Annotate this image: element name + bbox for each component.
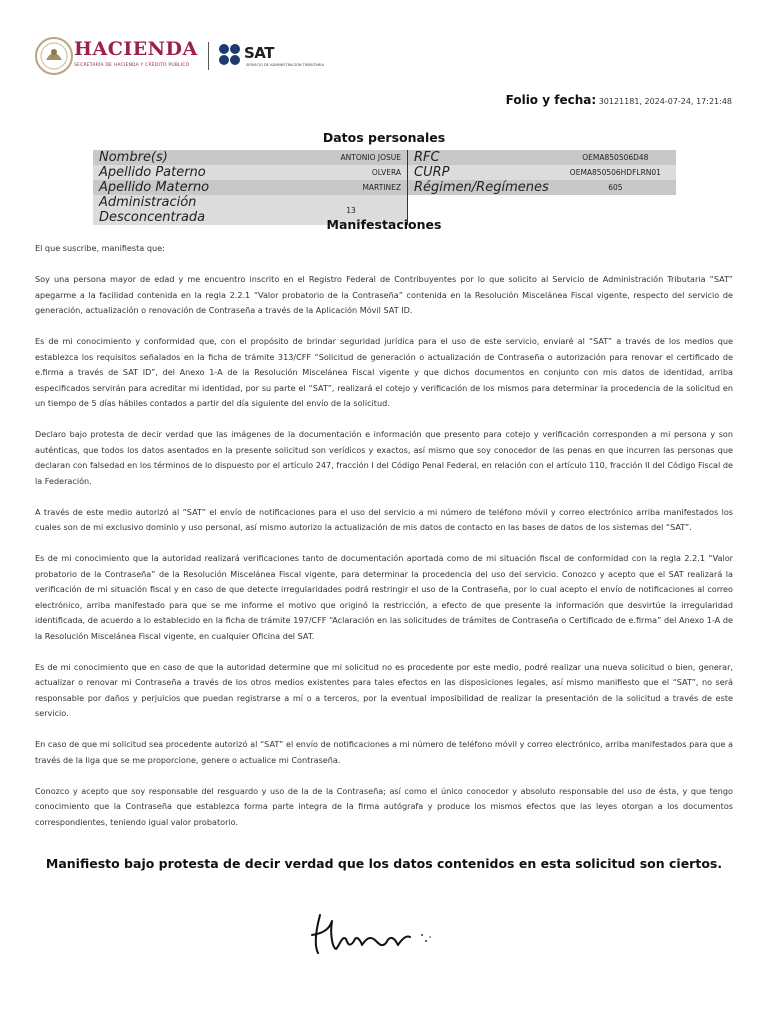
sat-title: SAT xyxy=(244,44,274,62)
label-rfc: RFC xyxy=(408,150,555,165)
datos-table xyxy=(93,150,676,225)
value-apellido-paterno: OLVERA xyxy=(295,165,408,180)
folio-label: Folio y fecha: xyxy=(505,93,597,107)
label-apellido-materno: Apellido Materno xyxy=(93,180,295,195)
label-apellido-paterno: Apellido Paterno xyxy=(93,165,295,180)
paragraph: Declaro bajo protesta de decir verdad que las imágenes de la documentación e información que presento para cotejo y verificación corresponden a mi persona y son auténticas, que todos los datos asentados en la presente solicitud son verídicos y exactos, así mismo que soy conocedor de las penas en que incurren las personas que declaran con falsedad en los términos de lo dispuesto por el artículo 247, fracción I del Código Penal Federal, en relación con el artículo 110, fracción II del Código Fiscal de la Federación. xyxy=(35,429,733,486)
label-nombre: Nombre(s) xyxy=(93,150,295,165)
label-administracion: Administración Desconcentrada xyxy=(93,195,295,225)
paragraph: Es de mi conocimiento que en caso de que la autoridad determine que mi solicitud no es procedente por este medio, podré realizar una nueva solicitud o bien, generar, actualizar o renovar mi Contraseña a través de los otros medios existentes para tales efectos en las disposiciones legales, así mismo manifiesto que el “SAT”, no será responsable por daños y perjuicios que puedan registrarse a mí o a terceros, por la eventual imposibilidad de realizar la presentación de la solicitud a través de este servicio. xyxy=(35,661,733,718)
paragraph: Conozco y acepto que soy responsable del resguardo y uso de la de la Contraseña; así como el único conocedor y absoluto responsable del uso de ésta, y que tengo conocimiento que la Contraseña que establezca forma parte integra de la firma autógrafa y produce los mismos efectos que las leyes otorgan a los documentos correspondientes, teniendo igual valor probatorio. xyxy=(35,785,733,827)
final-statement: Manifiesto bajo protesta de decir verdad que los datos contenidos en esta solicitud son ciertos. xyxy=(45,856,723,871)
paragraph: En caso de que mi solicitud sea procedente autorizó al “SAT” el envío de notificaciones a mi número de teléfono móvil y correo electrónico, arriba manifestados para que a través de la liga que se me proporcione, genere o actualice mi Contraseña. xyxy=(35,739,733,765)
sat-logo-icon xyxy=(217,43,243,67)
value-regimen: 605 xyxy=(555,180,676,195)
table-row xyxy=(93,150,676,165)
paragraph: A través de este medio autorizó al “SAT” el envío de notificaciones para el uso del servicio a mi número de teléfono móvil y correo electrónico arriba manifestados los cuales son de mi exclusivo dominio y uso personal, así mismo autorizo la actualización de mis datos de contacto en las bases de datos de los sistemas del “SAT”. xyxy=(35,506,733,532)
value-administracion: 13 xyxy=(295,195,408,225)
logo-divider xyxy=(208,42,209,70)
table-row xyxy=(93,165,676,180)
label-curp: CURP xyxy=(408,165,555,180)
datos-title: Datos personales xyxy=(322,130,446,145)
page-header xyxy=(34,36,354,76)
manifestaciones-body xyxy=(35,241,733,846)
label-regimen: Régimen/Regímenes xyxy=(408,180,555,195)
folio-line xyxy=(506,93,732,107)
hacienda-subtitle: SECRETARÍA DE HACIENDA Y CRÉDITO PÚBLICO xyxy=(74,63,190,68)
paragraph: Es de mi conocimiento que la autoridad realizará verificaciones tanto de documentación aportada como de mi situación fiscal de conformidad con la regla 2.2.1 “Valor probatorio de la Contraseña” de la Resolución Miscelánea Fiscal vigente, para determinar la procedencia del uso del servicio. Conozco y acepto que el SAT realizará la verificación de mi situación fiscal y en caso de que detecte irregularidades podrá restringir el uso de la Contraseña, por lo cual acepto el envío de notificaciones al correo electrónico, arriba manifestado para que se me informe el motivo que originó la restricción, a efecto de que presente la información que desvirtúe la irregularidad identificada, de acuerdo a lo establecido en la ficha de trámite 197/CFF “Aclaración en las solicitudes de trámites de Contraseña o Certificado de e.firma” del Anexo 1-A de la Resolución Miscelánea Fiscal vigente, en cualquier Oficina del SAT. xyxy=(35,553,733,641)
hacienda-title: HACIENDA xyxy=(74,38,198,60)
value-curp: OEMA850506HDFLRN01 xyxy=(555,165,676,180)
paragraph: Soy una persona mayor de edad y me encuentro inscrito en el Registro Federal de Contribuyentes por lo que solicito al Servicio de Administración Tributaria “SAT” apegarme a la facilidad contenida en la regla 2.2.1 “Valor probatorio de la Contraseña” contenida en la Resolución Miscelánea Fiscal vigente, respecto del servicio de generación, actualización o renovación de Contraseña a través de la Aplicación Móvil SAT ID. xyxy=(35,274,733,315)
paragraph: El que suscribe, manifiesta que: xyxy=(35,243,165,253)
value-rfc: OEMA850506D48 xyxy=(555,150,676,165)
table-row xyxy=(93,180,676,195)
paragraph: Es de mi conocimiento y conformidad que, con el propósito de brindar seguridad jurídica para el uso de este servicio, enviaré al “SAT” a través de los medios que establezca los requisitos señalados en la ficha de trámite 313/CFF “Solicitud de generación o actualización de Contraseña o autorización para renovar el certificado de e.firma a través de SAT ID”, del Anexo 1-A de la Resolución Miscelánea Fiscal vigente y que dichos documentos en conjunto con mis datos de identidad, arriba especificados servirán para acreditar mi identidad, por su parte el “SAT”, realizará el cotejo y verificación de los mismos para determinar la procedencia de la solicitud en un tiempo de 5 días hábiles contados a partir del día siguiente del envío de la solicitud. xyxy=(35,336,733,408)
value-apellido-materno: MARTINEZ xyxy=(295,180,408,195)
value-nombre: ANTONIO JOSUE xyxy=(295,150,408,165)
national-seal-icon xyxy=(34,36,74,76)
folio-value: 30121181, 2024-07-24, 17:21:48 xyxy=(598,97,732,106)
manifestaciones-title: Manifestaciones xyxy=(326,217,442,232)
sat-subtitle: SERVICIO DE ADMINISTRACIÓN TRIBUTARIA xyxy=(246,63,324,67)
signature-image xyxy=(306,905,466,965)
